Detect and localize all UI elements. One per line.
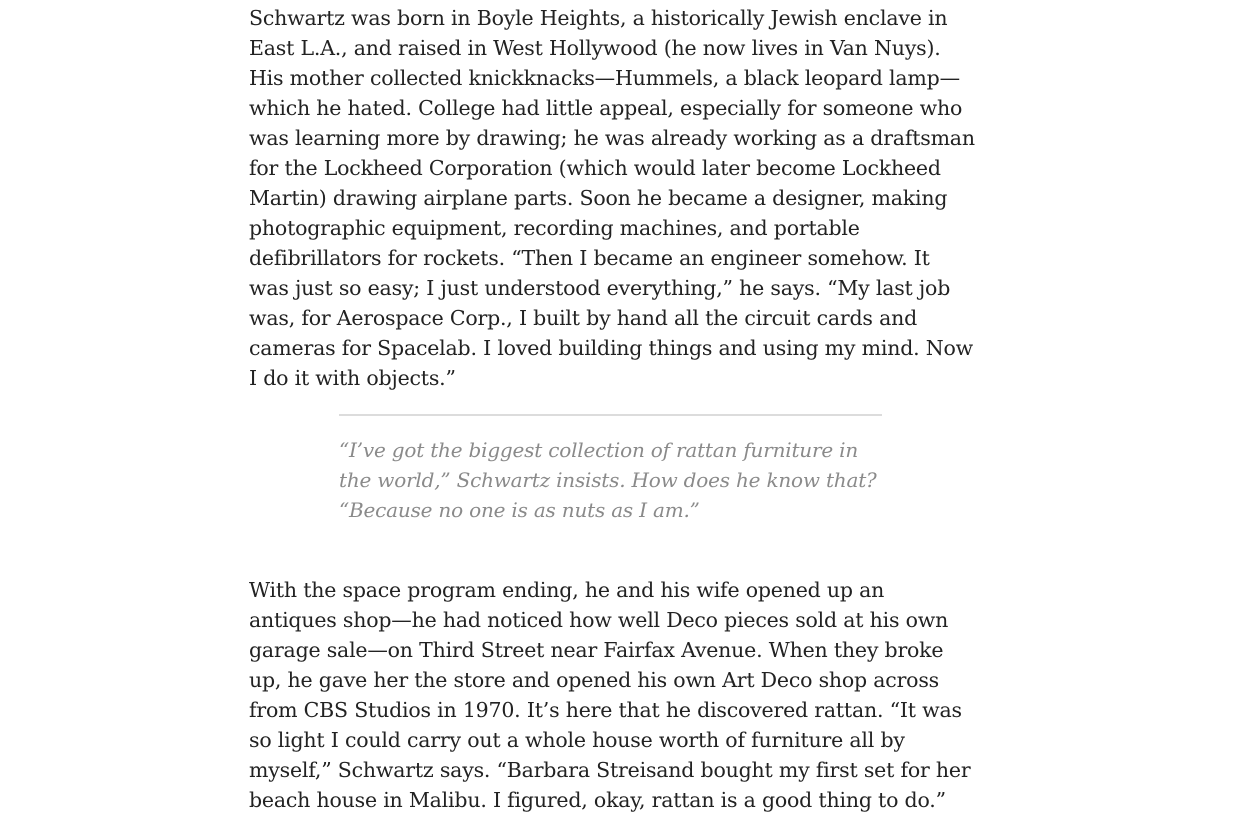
article-paragraph-1: Schwartz was born in Boyle Heights, a historically Jewish enclave in East L.A., and raised in West Hollywood (he now lives in Van Nuys). His mother collected knickknacks—Hummels, a black leopard lamp—which he hated. College had little appeal, especially for someone who was learning more by drawing; he was already working as a draftsman for the Lockheed Corporation (which would later become Lockheed Martin) drawing airplane parts. Soon he became a designer, making photographic equipment, recording machines, and portable defibrillators for rockets. “Then I became an engineer somehow. It was just so easy; I just understood everything,” he says. “My last job was, for Aerospace Corp., I built by hand all the circuit cards and cameras for Spacelab. I loved building things and using my mind. Now I do it with objects.”	[249, 6, 975, 390]
article-paragraph-2: With the space program ending, he and his wife opened up an antiques shop—he had noticed how well Deco pieces sold at his own garage sale—on Third Street near Fairfax Avenue. When they broke up, he gave her the store and opened his own Art Deco shop across from CBS Studios in 1970. It’s here that he discovered rattan. “It was so light I could carry out a whole house worth of furniture all by myself,” Schwartz says. “Barbara Streisand bought my first set for her beach house in Malibu. I figured, okay, rattan is a good thing to do.”	[249, 578, 971, 812]
article-body-top	[249, 3, 975, 393]
article-body-bottom	[249, 575, 975, 815]
pull-quote-text: “I’ve got the biggest collection of rattan furniture in the world,” Schwartz insists. How does he know that? “Because no one is as nuts as I am.”	[339, 438, 877, 522]
pull-quote	[339, 414, 882, 525]
